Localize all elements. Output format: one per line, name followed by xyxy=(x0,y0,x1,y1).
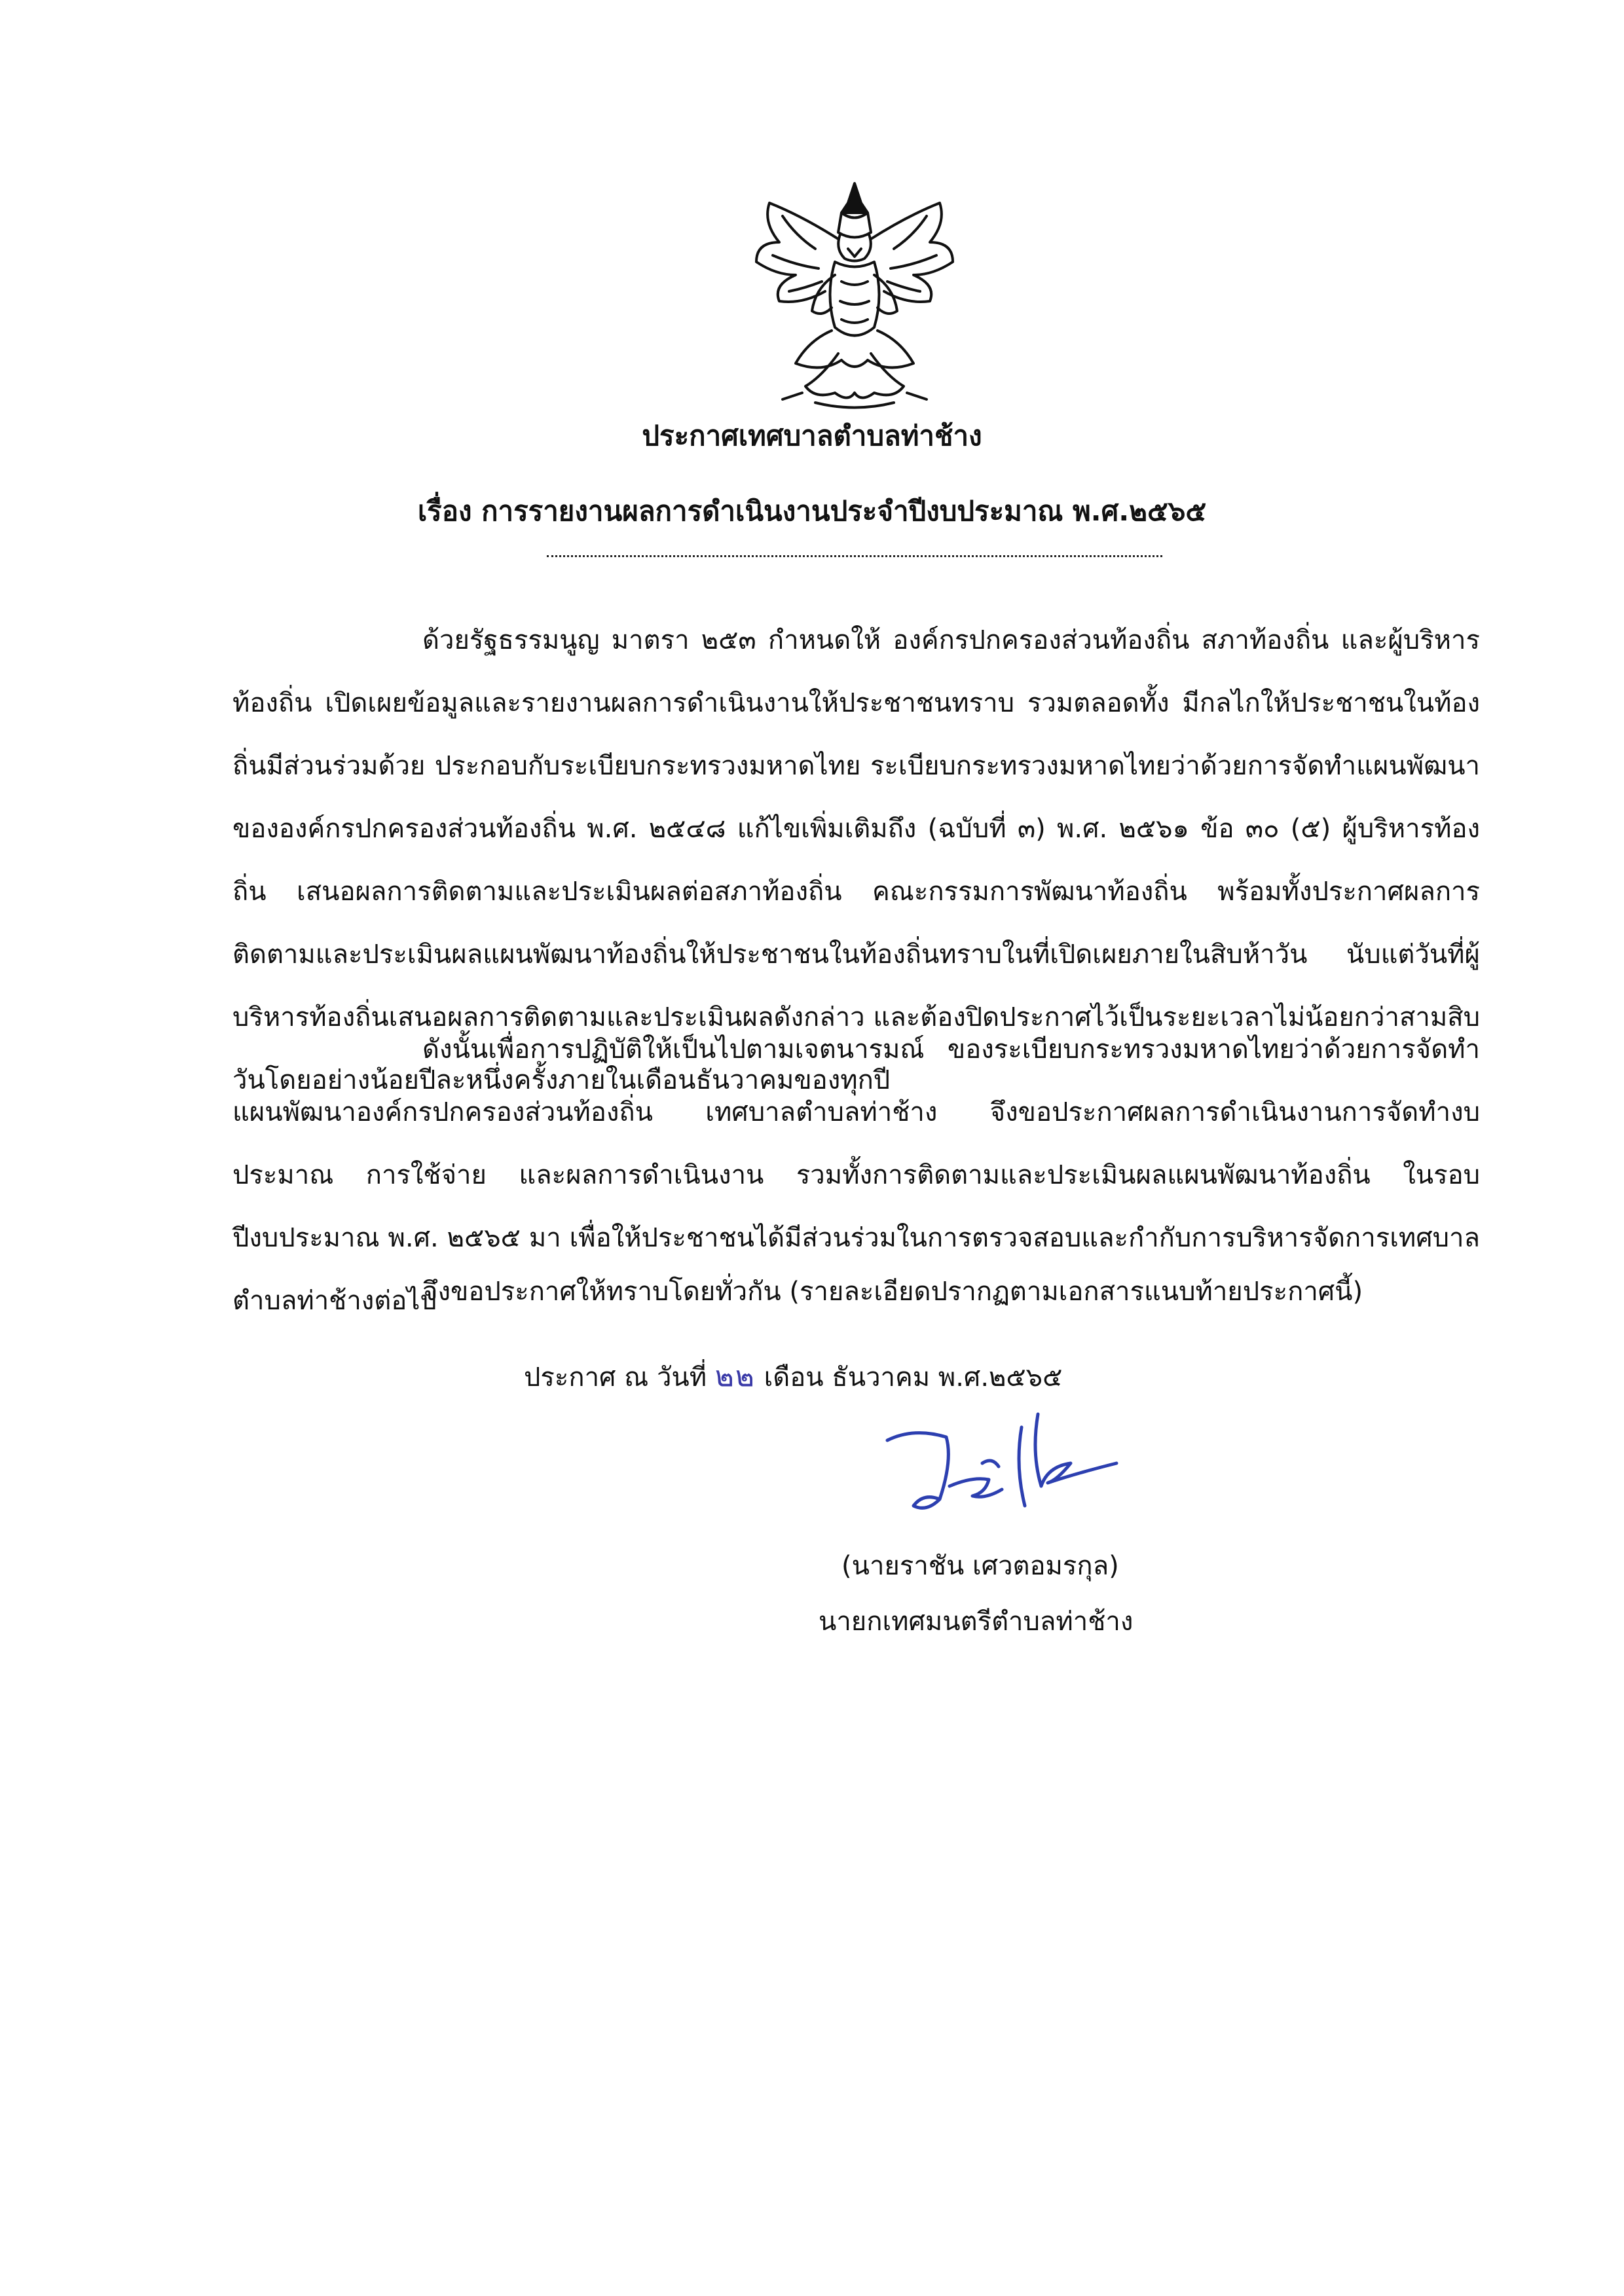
title-separator xyxy=(547,555,1162,557)
date-day-handwritten: ๒๒ xyxy=(714,1360,756,1393)
garuda-emblem-icon xyxy=(743,177,966,412)
handwritten-signature-icon xyxy=(874,1401,1123,1532)
date-prefix: ประกาศ ณ วันที่ xyxy=(524,1362,707,1393)
date-suffix: เดือน ธันวาคม พ.ศ.๒๕๖๕ xyxy=(764,1362,1063,1393)
body-paragraph-1: ด้วยรัฐธรรมนูญ มาตรา ๒๕๓ กำหนดให้ องค์กรปกครองส่วนท้องถิ่น สภาท้องถิ่น และผู้บริหารท้องถิ่น เปิดเผยข้อมูลและรายงานผลการดำเนินงานให้ประชาชนทราบ รวมตลอดทั้ง มีกลไกให้ประชาชนในท้องถิ่นมีส่วนร่วมด้วย ประกอบกับระเบียบกระทรวงมหาดไทย ระเบียบกระทรวงมหาดไทยว่าด้วยการจัดทำแผนพัฒนาขององค์กรปกครองส่วนท้องถิ่น พ.ศ. ๒๕๔๘ แก้ไขเพิ่มเติมถึง (ฉบับที่ ๓) พ.ศ. ๒๕๖๑ ข้อ ๓๐ (๕) ผู้บริหารท้องถิ่น เสนอผลการติดตามและประเมินผลต่อสภาท้องถิ่น คณะกรรมการพัฒนาท้องถิ่น พร้อมทั้งประกาศผลการติดตามและประเมินผลแผนพัฒนาท้องถิ่นให้ประชาชนในท้องถิ่นทราบในที่เปิดเผยภายในสิบห้าวัน นับแต่วันที่ผู้บริหารท้องถิ่นเสนอผลการติดตามและประเมินผลดังกล่าว และต้องปิดประกาศไว้เป็นระยะเวลาไม่น้อยกว่าสามสิบวันโดยอย่างน้อยปีละหนึ่งครั้งภายในเดือนธันวาคมของทุกปี xyxy=(232,625,1480,1095)
document-title: ประกาศเทศบาลตำบลท่าช้าง xyxy=(642,420,982,452)
document-subject: เรื่อง การรายงานผลการดำเนินงานประจำปีงบประมาณ พ.ศ.๒๕๖๕ xyxy=(417,495,1207,527)
body-paragraph-3: จึงขอประกาศให้ทราบโดยทั่วกัน (รายละเอียดปรากฏตามเอกสารแนบท้ายประกาศนี้) xyxy=(422,1277,1363,1307)
signer-title: นายกเทศมนตรีตำบลท่าช้าง xyxy=(819,1607,1134,1637)
announcement-date xyxy=(524,1345,1062,1409)
signer-name: (นายราชัน เศวตอมรกุล) xyxy=(841,1551,1119,1581)
body-paragraph-2: ดังนั้นเพื่อการปฏิบัติให้เป็นไปตามเจตนารมณ์ ของระเบียบกระทรวงมหาดไทยว่าด้วยการจัดทำแผนพัฒนาองค์กรปกครองส่วนท้องถิ่น เทศบาลตำบลท่าช้าง จึงขอประกาศผลการดำเนินงานการจัดทำงบประมาณ การใช้จ่าย และผลการดำเนินงาน รวมทั้งการติดตามและประเมินผลแผนพัฒนาท้องถิ่น ในรอบปีงบประมาณ พ.ศ. ๒๕๖๕ มา เพื่อให้ประชาชนได้มีส่วนร่วมในการตรวจสอบและกำกับการบริหารจัดการเทศบาลตำบลท่าช้างต่อไป xyxy=(232,1034,1480,1316)
